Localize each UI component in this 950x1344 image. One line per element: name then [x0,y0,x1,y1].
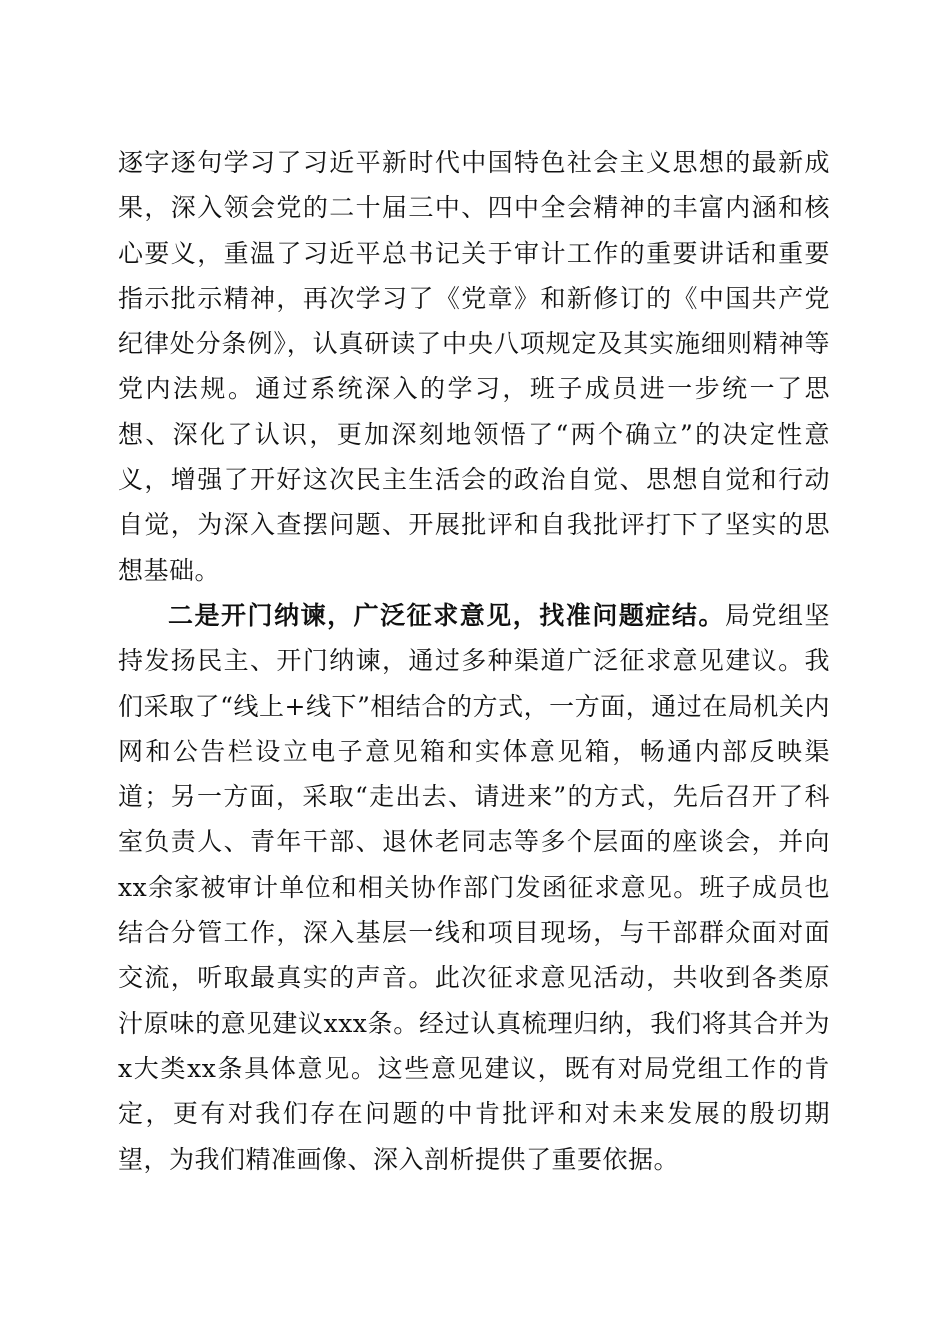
paragraph-text: 逐字逐句学习了习近平新时代中国特色社会主义思想的最新成果，深入领会党的二十届三中、四中全会精神的丰富内涵和核心要义，重温了习近平总书记关于审计工作的重要讲话和重要指示批示精神，再次学习了《党章》和新修订的《中国共产党纪律处分条例》，认真研读了中央八项规定及其实施细则精神等党内法规。通过系统深入的学习，班子成员进一步统一了思想、深化了认识，更加深刻地领悟了“两个确立”的决定性意义，增强了开好这次民主生活会的政治自觉、思想自觉和行动自觉，为深入查摆问题、开展批评和自我批评打下了坚实的思想基础。 [118,148,830,585]
paragraph-open-door-opinions [118,593,830,1182]
paragraph-lead-heading: 二是开门纳谏，广泛征求意见，找准问题症结。 [168,600,725,630]
document-body [118,140,830,1182]
paragraph-text: 局党组坚持发扬民主、开门纳谏，通过多种渠道广泛征求意见建议。我们采取了“线上+线下”相结合的方式，一方面，通过在局机关内网和公告栏设立电子意见箱和实体意见箱，畅通内部反映渠道；另一方面，采取“走出去、请进来”的方式，先后召开了科室负责人、青年干部、退休老同志等多个层面的座谈会，并向xx余家被审计单位和相关协作部门发函征求意见。班子成员也结合分管工作，深入基层一线和项目现场，与干部群众面对面交流，听取最真实的声音。此次征求意见活动，共收到各类原汁原味的意见建议xxx条。经过认真梳理归纳，我们将其合并为x大类xx条具体意见。这些意见建议，既有对局党组工作的肯定，更有对我们存在问题的中肯批评和对未来发展的殷切期望，为我们精准画像、深入剖析提供了重要依据。 [118,600,830,1174]
paragraph-study-continuation [118,140,830,593]
